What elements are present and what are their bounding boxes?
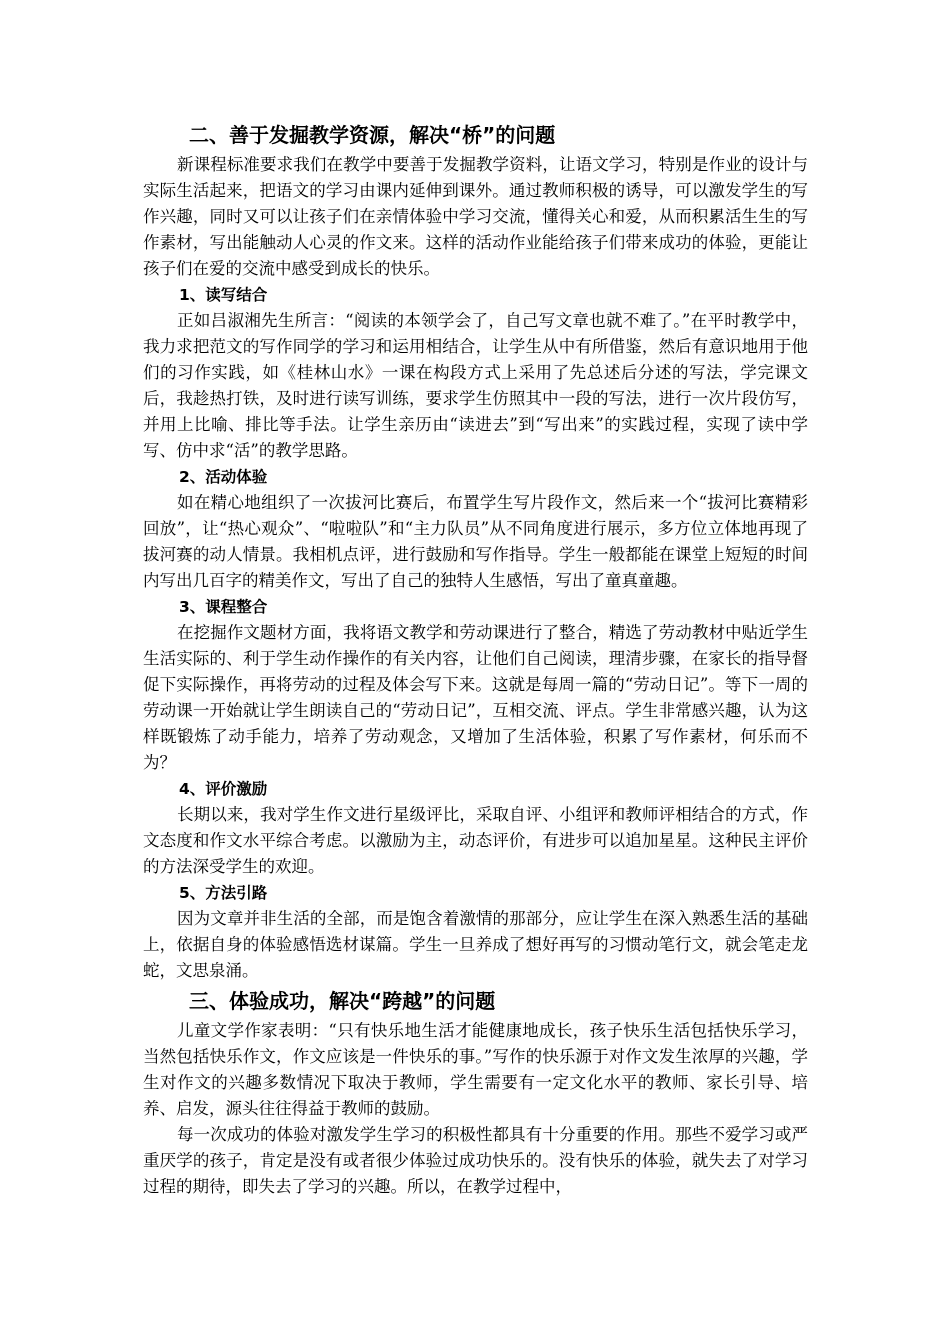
paragraph-method-guidance: 因为文章并非生活的全部，而是饱含着激情的那部分，应让学生在深入熟悉生活的基础上，依据自身的体验感悟选材谋篇。学生一旦养成了想好再写的习惯动笔行文，就会笔走龙蛇，文思泉涌。 [143, 909, 808, 980]
section-heading-2: 二、善于发掘教学资源，解决“桥”的问题 [189, 123, 556, 147]
subheading-activity-experience: 2、活动体验 [179, 468, 268, 486]
section-3-paragraph-2: 每一次成功的体验对激发学生学习的积极性都具有十分重要的作用。那些不爱学习或严重厌学的孩子，肯定是没有或者很少体验过成功快乐的。没有快乐的体验，就失去了对学习过程的期待，即失去了学习的兴趣。所以，在教学过程中， [143, 1125, 808, 1196]
section-heading-3: 三、体验成功，解决“跨越”的问题 [189, 989, 496, 1013]
subheading-method-guidance: 5、方法引路 [179, 884, 268, 902]
section-2-intro: 新课程标准要求我们在教学中要善于发掘教学资料，让语文学习，特别是作业的设计与实际生活起来，把语文的学习由课内延伸到课外。通过教师积极的诱导，可以激发学生的写作兴趣，同时又可以让孩子们在亲情体验中学习交流，懂得关心和爱，从而积累活生生的写作素材，写出能触动人心灵的作文来。这样的活动作业能给孩子们带来成功的体验，更能让孩子们在爱的交流中感受到成长的快乐。 [143, 155, 808, 278]
subheading-curriculum-integration: 3、课程整合 [179, 598, 268, 616]
paragraph-reading-writing: 正如吕淑湘先生所言：“阅读的本领学会了，自己写文章也就不难了。”在平时教学中，我力求把范文的写作同学的学习和运用相结合，让学生从中有所借鉴，然后有意识地用于他们的习作实践，如《桂林山水》一课在构段方式上采用了先总述后分述的写法，学完课文后，我趁热打铁，及时进行读写训练，要求学生仿照其中一段的写法，进行一次片段仿写，并用上比喻、排比等手法。让学生亲历由“读进去”到“写出来”的实践过程，实现了读中学写、仿中求“活”的教学思路。 [143, 311, 808, 460]
paragraph-curriculum-integration: 在挖掘作文题材方面，我将语文教学和劳动课进行了整合，精选了劳动教材中贴近学生生活实际的、利于学生动作操作的有关内容，让他们自己阅读，理清步骤，在家长的指导督促下实际操作，再将劳动的过程及体会写下来。这就是每周一篇的“劳动日记”。等下一周的劳动课一开始就让学生朗读自己的“劳动日记”，互相交流、评点。学生非常感兴趣，认为这样既锻炼了动手能力，培养了劳动观念，又增加了生活体验，积累了写作素材，何乐而不为？ [143, 623, 808, 772]
subheading-reading-writing: 1、读写结合 [179, 286, 268, 304]
paragraph-evaluation-incentive: 长期以来，我对学生作文进行星级评比，采取自评、小组评和教师评相结合的方式，作文态度和作文水平综合考虑。以激励为主，动态评价，有进步可以追加星星。这种民主评价的方法深受学生的欢迎。 [143, 805, 808, 876]
section-3-paragraph-1: 儿童文学作家表明：“只有快乐地生活才能健康地成长，孩子快乐生活包括快乐学习，当然包括快乐作文，作文应该是一件快乐的事。”写作的快乐源于对作文发生浓厚的兴趣，学生对作文的兴趣多数情况下取决于教师，学生需要有一定文化水平的教师、家长引导、培养、启发，源头往往得益于教师的鼓励。 [143, 1021, 808, 1118]
subheading-evaluation-incentive: 4、评价激励 [179, 780, 268, 798]
document-page [143, 118, 808, 1200]
paragraph-activity-experience: 如在精心地组织了一次拔河比赛后，布置学生写片段作文，然后来一个“拔河比赛精彩回放”，让“热心观众”、“啦啦队”和“主力队员”从不同角度进行展示，多方位立体地再现了拔河赛的动人情景。我相机点评，进行鼓励和写作指导。学生一般都能在课堂上短短的时间内写出几百字的精美作文，写出了自己的独特人生感悟，写出了童真童趣。 [143, 493, 808, 590]
